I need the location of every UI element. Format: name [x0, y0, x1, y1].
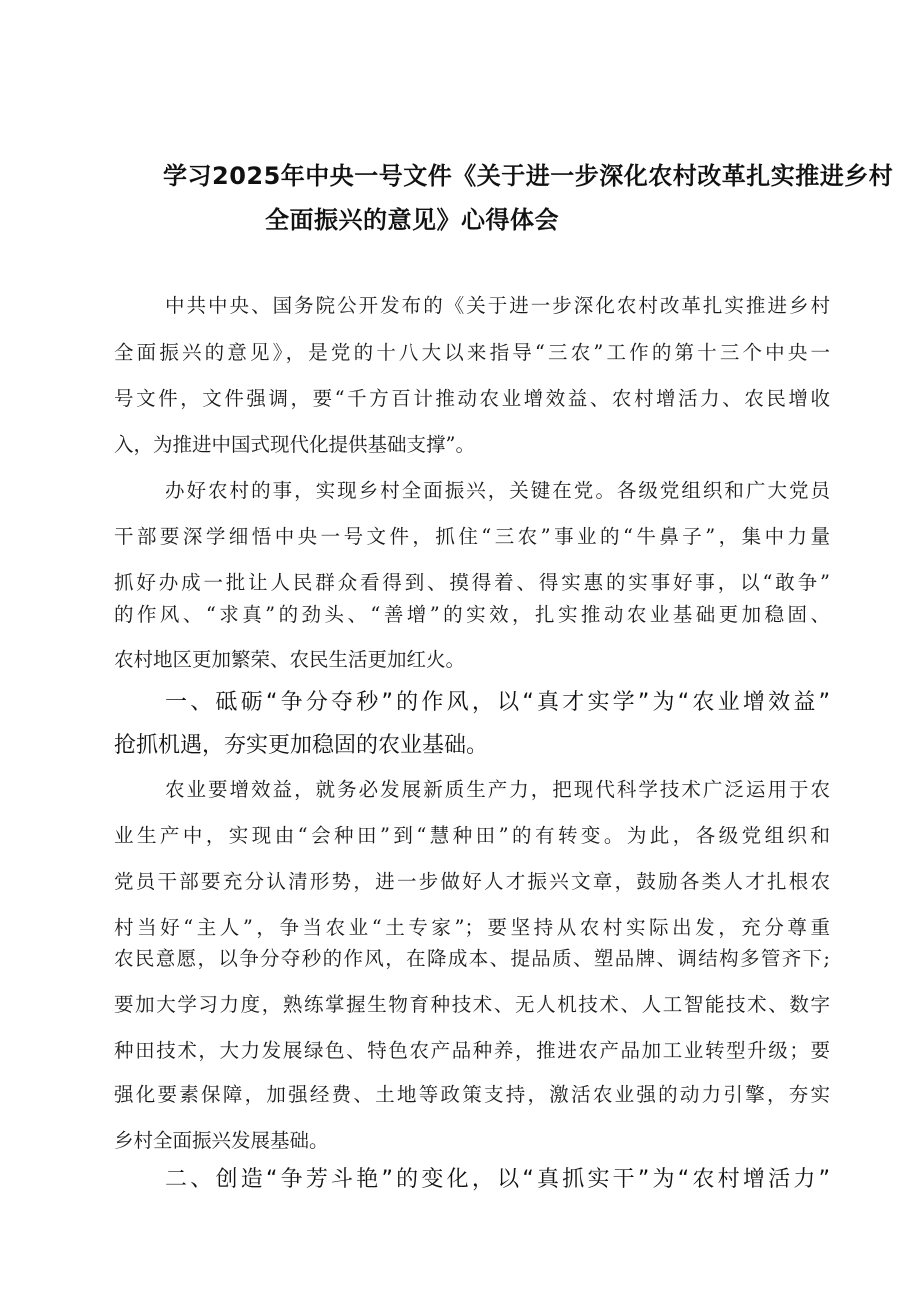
- paragraph-3-line: 村当好“主人”，争当农业“土专家”；要坚持从农村实际出发，充分尊重: [114, 916, 830, 939]
- paragraph-3-line: 农业要增效益，就务必发展新质生产力，把现代科学技术广泛运用于农: [165, 778, 830, 801]
- paragraph-3-line: 种田技术，大力发展绿色、特色农产品种养，推进农产品加工业转型升级；要: [114, 1039, 830, 1062]
- paragraph-1-line: 号文件，文件强调，要“千方百计推动农业增效益、农村增活力、农民增收: [114, 387, 830, 410]
- paragraph-3-line: 强化要素保障，加强经费、土地等政策支持，激活农业强的动力引擎，夯实: [114, 1083, 830, 1106]
- paragraph-3-line: 党员干部要充分认清形势，进一步做好人才振兴文章，鼓励各类人才扎根农: [114, 870, 830, 893]
- document-title-line-1: 学习2025年中央一号文件《关于进一步深化农村改革扎实推进乡村: [163, 162, 894, 190]
- paragraph-2-line: 办好农村的事，实现乡村全面振兴，关键在党。各级党组织和广大党员: [165, 479, 830, 502]
- paragraph-1-line: 中共中央、国务院公开发布的《关于进一步深化农村改革扎实推进乡村: [165, 294, 830, 317]
- paragraph-2-line: 干部要深学细悟中央一号文件，抓住“三农”事业的“牛鼻子”，集中力量: [114, 525, 830, 548]
- paragraph-1-line: 全面振兴的意见》，是党的十八大以来指导“三农”工作的第十三个中央一: [114, 341, 830, 364]
- document-title-line-2: 全面振兴的意见》心得体会: [265, 206, 559, 234]
- section-heading-1-line: 一、砥砺“争分夺秒”的作风，以“真才实学”为“农业增效益”: [165, 690, 830, 715]
- paragraph-3-line: 乡村全面振兴发展基础。: [114, 1129, 329, 1152]
- section-heading-1-line: 抢抓机遇，夯实更加稳固的农业基础。: [114, 733, 489, 758]
- paragraph-2-line: 抓好办成一批让人民群众看得到、摸得着、得实惠的实事好事，以“敢争”: [114, 571, 830, 594]
- paragraph-1-line: 入，为推进中国式现代化提供基础支撑”。: [114, 433, 475, 456]
- paragraph-3-line: 要加大学习力度，熟练掌握生物育种技术、无人机技术、人工智能技术、数字: [114, 993, 830, 1016]
- paragraph-2-line: 的作风、“求真”的劲头、“善增”的实效，扎实推动农业基础更加稳固、: [114, 603, 830, 626]
- paragraph-2-line: 农村地区更加繁荣、农民生活更加红火。: [114, 648, 466, 671]
- section-heading-2-line: 二、创造“争芳斗艳”的变化，以“真抓实干”为“农村增活力”: [165, 1167, 830, 1192]
- paragraph-3-line: 业生产中，实现由“会种田”到“慧种田”的有转变。为此，各级党组织和: [114, 824, 830, 847]
- paragraph-3-line: 农民意愿，以争分夺秒的作风，在降成本、提品质、塑品牌、调结构多管齐下;: [114, 947, 830, 970]
